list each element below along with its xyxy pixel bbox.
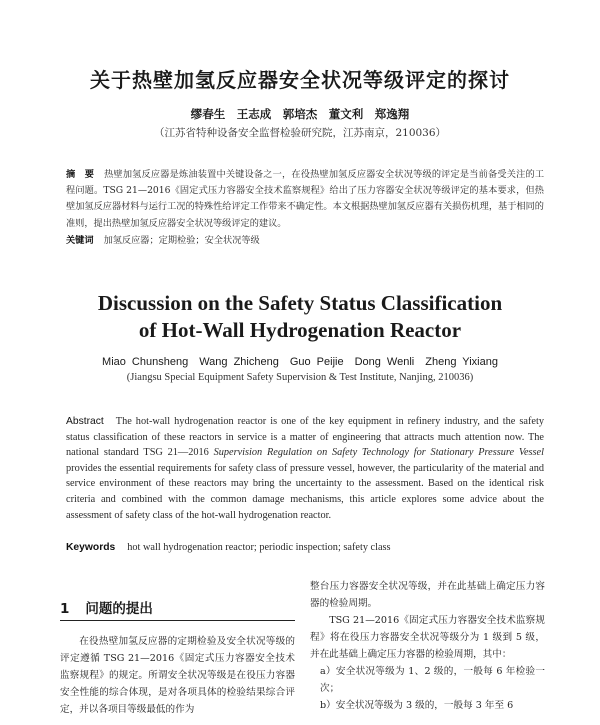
cn-abstract-text: 热壁加氢反应器是炼油装置中关键设备之一，在役热壁加氢反应器安全状况等级的评定是当前备受关注的工程问题。TSG 21—2016《固定式压力容器安全技术监察规程》给出了压力容器安全状况等级评定的基本要求，但热壁加氢反应器材料与运行工况的特殊性给评定工作带来不确定性。本文根据热壁加氢反应器有关损伤机理，基于相同的准则，提出热壁加氢反应器安全状况等级评定的建议。	[66, 169, 545, 229]
section-title: 问题的提出	[85, 601, 153, 617]
cn-keywords-label: 关键词	[66, 235, 94, 246]
cn-title: 关于热壁加氢反应器安全状况等级评定的探讨	[90, 68, 510, 92]
en-abstract	[66, 414, 544, 523]
en-abstract-text-2: provides the essential requirements for safety class of pressure vessel, however, the particularity of the material and service environment of these reactors may bring the uncertainty to the assessment. Based on the identical risk criteria and combined with the common damage mechanisms, this article explores some advice about the assessment of safety class of the hot-wall hydrogenation reactor.	[66, 462, 544, 521]
en-keywords-text: hot wall hydrogenation reactor; periodic inspection; safety class	[127, 542, 391, 553]
section-divider	[60, 620, 295, 621]
en-abstract-standard-title: Supervision Regulation on Safety Technology for Stationary Pressure Vessel	[213, 447, 544, 459]
en-title	[0, 290, 600, 344]
en-affiliation: (Jiangsu Special Equipment Safety Supervision & Test Institute, Nanjing, 210036)	[126, 372, 474, 383]
cn-keywords-text: 加氢反应器；定期检验；安全状况等级	[103, 235, 260, 246]
body-paragraph-left: 在役热壁加氢反应器的定期检验及安全状况等级的评定遵循 TSG 21—2016《固定式压力容器安全技术监察规程》的规定。所谓安全状况等级是在役压力容器安全性能的综合体现，是对各项具体的检验结果综合评定，并以各项目等级最低的作为	[60, 636, 295, 715]
en-title-line1: Discussion on the Safety Status Classification	[97, 291, 503, 315]
cn-affiliation: （江苏省特种设备安全监督检验研究院，江苏南京，210036）	[153, 127, 447, 139]
list-item-b: b）安全状况等级为 3 级的，一般每 3 年至 6	[320, 700, 514, 711]
en-keywords-label: Keywords	[66, 542, 116, 553]
en-keywords	[66, 542, 544, 553]
en-abstract-label: Abstract	[66, 416, 104, 427]
cn-keywords	[66, 232, 544, 246]
cn-abstract	[66, 167, 544, 232]
section-number: 1	[60, 601, 70, 617]
en-abstract-text-1: The hot-wall hydrogenation reactor is one of the key equipment in refinery industry, and the safety status classification of these reactors in service is a matter of engineering that attracts much attention now. The national standard TSG 21—2016	[66, 416, 544, 459]
body-paragraph-right-1: 整台压力容器安全状况等级，并在此基础上确定压力容器的检验周期。	[310, 581, 545, 609]
en-title-line2: of Hot-Wall Hydrogenation Reactor	[138, 318, 462, 342]
body-left-column	[60, 633, 295, 718]
cn-abstract-label: 摘 要	[66, 169, 95, 180]
en-authors: Miao Chunsheng Wang Zhicheng Guo Peijie Dong Wenli Zheng Yixiang	[102, 356, 498, 368]
body-paragraph-right-2: TSG 21—2016《固定式压力容器安全技术监察规程》将在役压力容器安全状况等级分为 1 级到 5 级，并在此基础上确定压力容器的检验周期，其中：	[310, 615, 545, 660]
cn-authors: 缪春生 王志成 郭培杰 董文利 郑逸翔	[190, 107, 410, 121]
section-heading	[60, 597, 153, 617]
list-item-a: a）安全状况等级为 1、2 级的，一般每 6 年检验一次；	[320, 666, 545, 694]
body-right-column	[310, 578, 545, 714]
